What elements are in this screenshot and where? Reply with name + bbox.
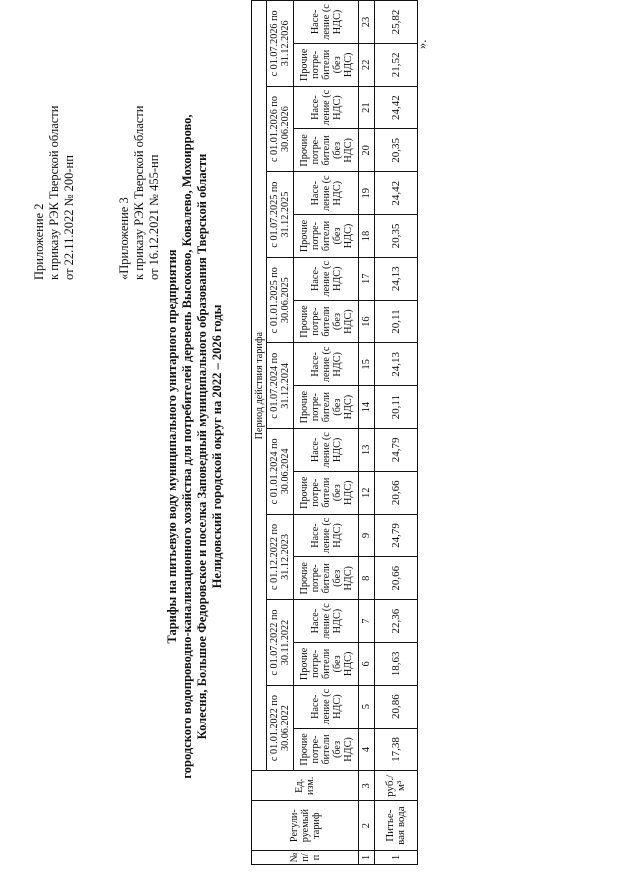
period-cell: с 01.01.2022 по 30.06.2022 [267,685,294,771]
header-tariff: Регули-руемый тариф [252,801,359,851]
column-number-cell: 7 [359,600,375,643]
tariff-value-cell: 24,79 [375,429,418,472]
tariff-value-cell: 20,66 [375,557,418,600]
subheader-other-consumers: Прочие потре-бители (без НДС) [294,129,359,172]
column-number-cell: 9 [359,514,375,557]
tariff-value-cell: 24,13 [375,343,418,386]
appendix-new-line: от 22.11.2022 № 200-нп [62,155,76,280]
appendix-new-block [32,106,77,280]
column-number-cell: 12 [359,471,375,514]
subheader-population: Насе-ление (с НДС) [294,514,359,557]
header-unit: Ед. изм. [252,771,359,801]
tariff-table [251,0,418,865]
appendix-old-line: от 16.12.2021 № 455-нп [147,154,161,280]
subheader-population: Насе-ление (с НДС) [294,1,359,44]
title-line: городского водопроводно-канализационного хозяйства для потребителей деревень Высоково, Ковалево, Мохоиррово, [180,114,194,779]
column-number-row [359,1,375,865]
row-name: Питье-вая вода [375,801,418,851]
title-line: Тарифы на питьевую воду муниципального унитарного предприятия [165,249,179,644]
tariff-value-cell: 22,36 [375,600,418,643]
header-period: Период действия тарифа [252,1,267,771]
tariff-value-cell: 24,42 [375,172,418,215]
period-cell: с 01.07.2022 по 30.11.2022 [267,600,294,686]
subheader-other-consumers: Прочие потре-бители (без НДС) [294,642,359,685]
tariff-value-cell: 18,63 [375,642,418,685]
tariff-value-cell: 17,38 [375,728,418,771]
subheader-other-consumers: Прочие потре-бители (без НДС) [294,471,359,514]
period-cell: с 01.07.2025 по 31.12.2025 [267,172,294,258]
column-number-cell: 22 [359,43,375,86]
header-no: № п/п [252,851,359,865]
tariff-value-cell: 24,13 [375,257,418,300]
subheader-population: Насе-ление (с НДС) [294,257,359,300]
period-cell: с 01.01.2024 по 30.06.2024 [267,429,294,515]
subheader-other-consumers: Прочие потре-бители (без НДС) [294,386,359,429]
subheader-other-consumers: Прочие потре-бители (без НДС) [294,300,359,343]
period-cell: с 01.01.2026 по 30.06.2026 [267,86,294,172]
appendix-old-line: «Приложение 3 [117,197,131,280]
column-number-cell: 6 [359,642,375,685]
column-number-cell: 16 [359,300,375,343]
tariff-value-cell: 20,11 [375,300,418,343]
title-line: Колесня, Большое Федоровское и поселка Заповедный муниципального образования Тверской области [195,153,209,740]
subheader-other-consumers: Прочие потре-бители (без НДС) [294,215,359,258]
tariff-value-cell: 20,86 [375,685,418,728]
period-cell: с 01.07.2024 по 31.12.2024 [267,343,294,429]
subheader-population: Насе-ление (с НДС) [294,343,359,386]
tariff-value-cell: 20,35 [375,215,418,258]
period-cell: с 01.12.2022 по 31.12.2023 [267,514,294,600]
column-number-cell: 1 [359,851,375,865]
row-no: 1 [375,851,418,865]
period-row [267,1,294,865]
column-number-cell: 5 [359,685,375,728]
column-number-cell: 8 [359,557,375,600]
subheader-population: Насе-ление (с НДС) [294,429,359,472]
subheader-population: Насе-ление (с НДС) [294,600,359,643]
subheader-other-consumers: Прочие потре-бители (без НДС) [294,728,359,771]
table-row [375,1,418,865]
column-number-cell: 14 [359,386,375,429]
tariff-value-cell: 25,82 [375,1,418,44]
period-cell: с 01.07.2026 по 31.12.2026 [267,1,294,87]
column-number-cell: 2 [359,801,375,851]
column-number-cell: 4 [359,728,375,771]
column-number-cell: 18 [359,215,375,258]
period-cell: с 01.01.2025 по 30.06.2025 [267,257,294,343]
appendix-old-block [117,106,162,280]
subheader-population: Насе-ление (с НДС) [294,172,359,215]
tariff-value-cell: 20,66 [375,471,418,514]
tariff-value-cell: 24,79 [375,514,418,557]
column-number-cell: 19 [359,172,375,215]
row-unit: руб./м³ [375,771,418,801]
subheader-population: Насе-ление (с НДС) [294,86,359,129]
tariff-value-cell: 20,35 [375,129,418,172]
column-number-cell: 20 [359,129,375,172]
column-number-cell: 21 [359,86,375,129]
column-number-cell: 3 [359,771,375,801]
document-title [165,20,225,873]
appendix-new-line: к приказу РЭК Тверской области [47,105,61,280]
subheader-other-consumers: Прочие потре-бители (без НДС) [294,43,359,86]
closing-mark: ». [415,39,429,49]
title-line: Нелидовский городской округ на 2022 – 2026 годы [210,304,224,589]
subheader-population: Насе-ление (с НДС) [294,685,359,728]
column-number-cell: 23 [359,1,375,44]
tariff-value-cell: 24,42 [375,86,418,129]
column-number-cell: 15 [359,343,375,386]
appendix-old-line: к приказу РЭК Тверской области [132,105,146,280]
tariff-value-cell: 20,11 [375,386,418,429]
column-number-cell: 13 [359,429,375,472]
subheader-row [294,1,359,865]
subheader-other-consumers: Прочие потре-бители (без НДС) [294,557,359,600]
tariff-value-cell: 21,52 [375,43,418,86]
column-number-cell: 17 [359,257,375,300]
appendix-new-line: Приложение 2 [32,203,46,280]
